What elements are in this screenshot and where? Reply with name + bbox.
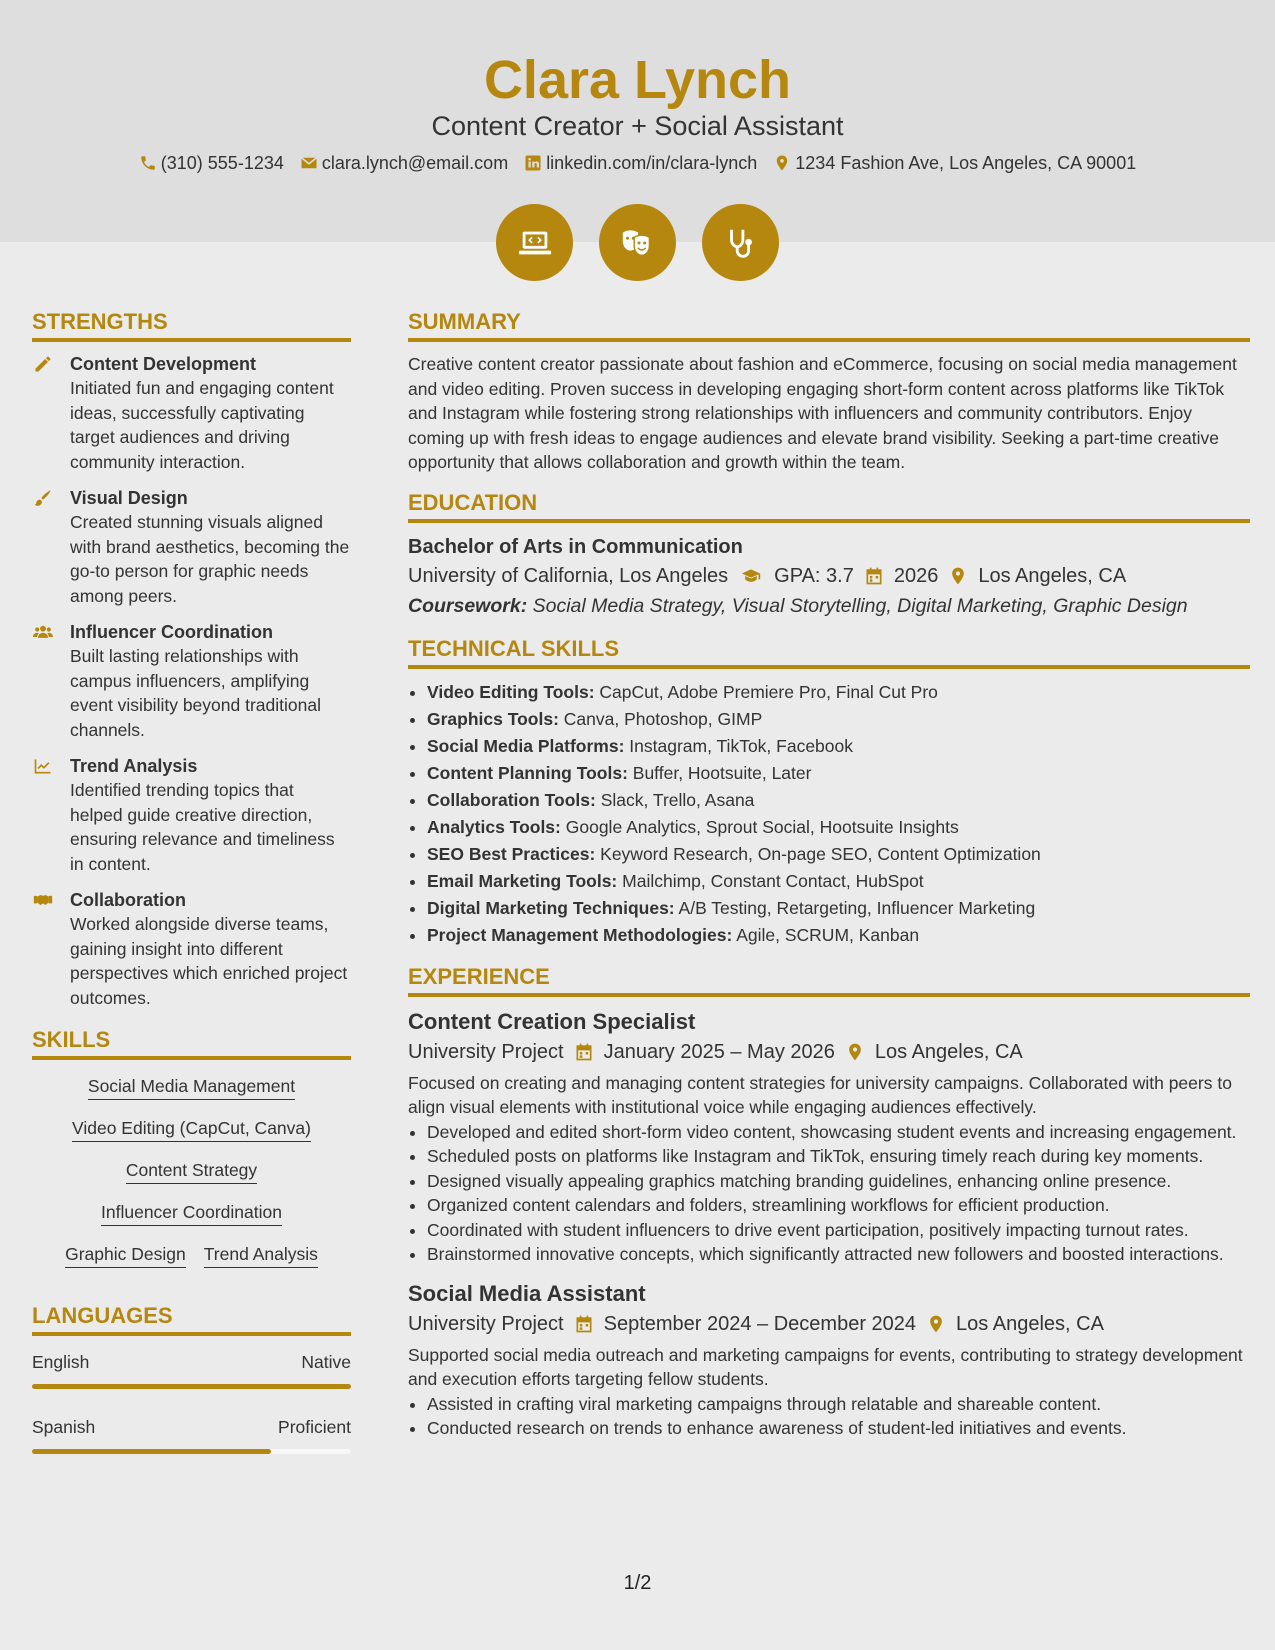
strength-desc: Identified trending topics that helped guide creative direction, ensuring relevance and timeliness in content. [70,780,335,874]
left-column [32,308,351,1480]
summary-text: Creative content creator passionate about fashion and eCommerce, focusing on social media management and video editing. Proven success in developing engaging short-form content across platforms like TikTok and Instagram while fostering strong relationships with influencers and community contributors. Enjoy coming up with fresh ideas to engage audiences and elevate brand visibility. Seeking a part-time creative opportunity that allows collaboration and growth within the team. [408,354,1237,472]
map-pin-icon [773,154,791,172]
users-icon [32,622,54,642]
linkedin-text: linkedin.com/in/clara-lynch [546,153,758,173]
phone-text: (310) 555-1234 [160,153,284,173]
skills-list [32,1070,351,1268]
experience-heading: EXPERIENCE [408,963,1250,997]
theater-masks-icon [619,224,657,262]
map-pin-icon [948,566,968,586]
strength-desc: Worked alongside diverse teams, gaining insight into different perspectives which enriched project outcomes. [70,914,348,1008]
skill-tag: Content Strategy [126,1158,257,1184]
list-item: • Project Management Methodologies: Agile, SCRUM, Kanban [427,922,1250,949]
job-title: Social Media Assistant [408,1280,646,1306]
job-org: University Project [408,1040,564,1063]
address-text: 1234 Fashion Ave, Los Angeles, CA 90001 [795,153,1137,173]
contact-linkedin[interactable] [524,151,757,175]
strength-title: Collaboration [70,890,186,910]
strength-title: Influencer Coordination [70,622,274,642]
job-dates: January 2025 – May 2026 [603,1040,835,1063]
skills-heading: SKILLS [32,1026,351,1060]
stethoscope-icon [722,224,760,262]
strength-item [32,620,351,742]
list-item: • Analytics Tools: Google Analytics, Sprout Social, Hootsuite Insights [427,814,1250,841]
list-item: • Conducted research on trends to enhance awareness of student-led initiatives and events. [427,1416,1250,1441]
strength-item [32,888,351,1010]
summary-heading: SUMMARY [408,308,1250,342]
phone-icon [139,154,157,172]
job-location: Los Angeles, CA [956,1312,1104,1335]
languages-heading: LANGUAGES [32,1302,351,1336]
candidate-name: Clara Lynch [483,50,792,110]
list-item: • Designed visually appealing graphics matching branding guidelines, enhancing online presence. [427,1169,1250,1194]
coursework-line [408,591,1250,621]
paintbrush-icon [32,488,54,508]
gpa-text: GPA: 3.7 [774,564,854,587]
list-item: • Digital Marketing Techniques: A/B Testing, Retargeting, Influencer Marketing [427,895,1250,922]
list-item: • Assisted in crafting viral marketing campaigns through relatable and shareable content. [427,1392,1250,1417]
email-text: clara.lynch@email.com [321,153,509,173]
contact-address [773,151,1136,175]
contact-phone [139,151,284,175]
school-name: University of California, Los Angeles [408,564,729,587]
strength-desc: Initiated fun and engaging content ideas, successfully captivating target audiences and driving community interaction. [70,378,334,472]
list-item: • Video Editing Tools: CapCut, Adobe Premiere Pro, Final Cut Pro [427,679,1250,706]
strength-title: Content Development [70,354,257,374]
linkedin-icon [524,154,542,172]
handshake-icon [32,890,54,910]
candidate-subtitle: Content Creator + Social Assistant [431,111,844,141]
technical-skills-heading: TECHNICAL SKILLS [408,635,1250,669]
list-item: • SEO Best Practices: Keyword Research, On-page SEO, Content Optimization [427,841,1250,868]
list-item: • Scheduled posts on platforms like Instagram and TikTok, ensuring timely reach during key moments. [427,1144,1250,1169]
job-desc: Focused on creating and managing content strategies for university campaigns. Collaborated with peers to align visual elements with institutional voice while engaging audiences effectively. [408,1072,1232,1117]
skill-tag: Influencer Coordination [101,1200,282,1226]
language-item [32,1415,351,1454]
calendar-icon [574,1042,594,1062]
job-title: Content Creation Specialist [408,1008,696,1034]
skill-tag: Video Editing (CapCut, Canva) [72,1116,311,1142]
education-heading: EDUCATION [408,489,1250,523]
education-location: Los Angeles, CA [978,564,1127,587]
right-column [408,308,1250,1453]
job-bullets [408,1392,1250,1441]
list-item: • Brainstormed innovative concepts, which significantly attracted new followers and boosted interactions. [427,1242,1250,1267]
list-item: • Organized content calendars and folders, streamlining workflows for efficient production. [427,1193,1250,1218]
strength-desc: Created stunning visuals aligned with brand aesthetics, becoming the go-to person for graphic needs among peers. [70,512,350,606]
language-bar-fill [32,1449,271,1454]
education-meta [408,561,1250,591]
graduation-cap-icon [738,566,764,586]
job-entry [408,1007,1250,1267]
grad-year: 2026 [893,564,939,587]
language-level: Proficient [278,1417,351,1437]
laptop-code-icon [516,224,554,262]
language-bar [32,1384,351,1389]
chart-line-icon [32,756,54,776]
list-item: • Email Marketing Tools: Mailchimp, Constant Contact, HubSpot [427,868,1250,895]
language-name: English [32,1352,90,1372]
strengths-heading: STRENGTHS [32,308,351,342]
map-pin-icon [845,1042,865,1062]
strength-title: Trend Analysis [70,756,198,776]
list-item: • Developed and edited short-form video content, showcasing student events and increasing engagement. [427,1120,1250,1145]
coursework-label: Coursework: [408,594,528,617]
job-meta [408,1037,1250,1067]
job-entry [408,1279,1250,1441]
page-number: 1/2 [623,1572,652,1594]
skill-tag: Graphic Design [65,1242,186,1268]
job-meta [408,1309,1250,1339]
list-item: • Social Media Platforms: Instagram, TikTok, Facebook [427,733,1250,760]
language-level: Native [301,1352,351,1372]
language-bar-fill [32,1384,351,1389]
strength-item [32,352,351,474]
skill-tag: Social Media Management [88,1074,295,1100]
list-item: • Graphics Tools: Canva, Photoshop, GIMP [427,706,1250,733]
degree-title: Bachelor of Arts in Communication [408,535,743,558]
strength-title: Visual Design [70,488,188,508]
job-org: University Project [408,1312,564,1335]
skill-tag: Trend Analysis [204,1242,318,1268]
strength-item [32,486,351,608]
contact-email[interactable] [300,151,508,175]
language-bar [32,1449,351,1454]
pencil-icon [32,354,54,374]
badge-masks [599,204,676,281]
badge-laptop [496,204,573,281]
envelope-icon [300,154,318,172]
job-bullets [408,1120,1250,1267]
job-desc: Supported social media outreach and marketing campaigns for events, contributing to strategy development and execution efforts targeting fellow students. [408,1344,1243,1389]
job-location: Los Angeles, CA [874,1040,1023,1063]
technical-skills-list [408,679,1250,949]
badge-row [0,204,1275,281]
strength-desc: Built lasting relationships with campus influencers, amplifying event visibility beyond traditional channels. [70,646,321,740]
badge-stethoscope [702,204,779,281]
calendar-icon [574,1314,594,1334]
list-item: • Collaboration Tools: Slack, Trello, Asana [427,787,1250,814]
language-name: Spanish [32,1417,96,1437]
map-pin-icon [926,1314,946,1334]
job-dates: September 2024 – December 2024 [603,1312,917,1335]
coursework-text: Social Media Strategy, Visual Storytelling, Digital Marketing, Graphic Design [532,594,1188,617]
calendar-icon [864,566,884,586]
list-item: • Coordinated with student influencers to drive event participation, positively impacting turnout rates. [427,1218,1250,1243]
contact-bar [0,151,1275,175]
strength-item [32,754,351,876]
list-item: • Content Planning Tools: Buffer, Hootsuite, Later [427,760,1250,787]
language-item [32,1350,351,1389]
